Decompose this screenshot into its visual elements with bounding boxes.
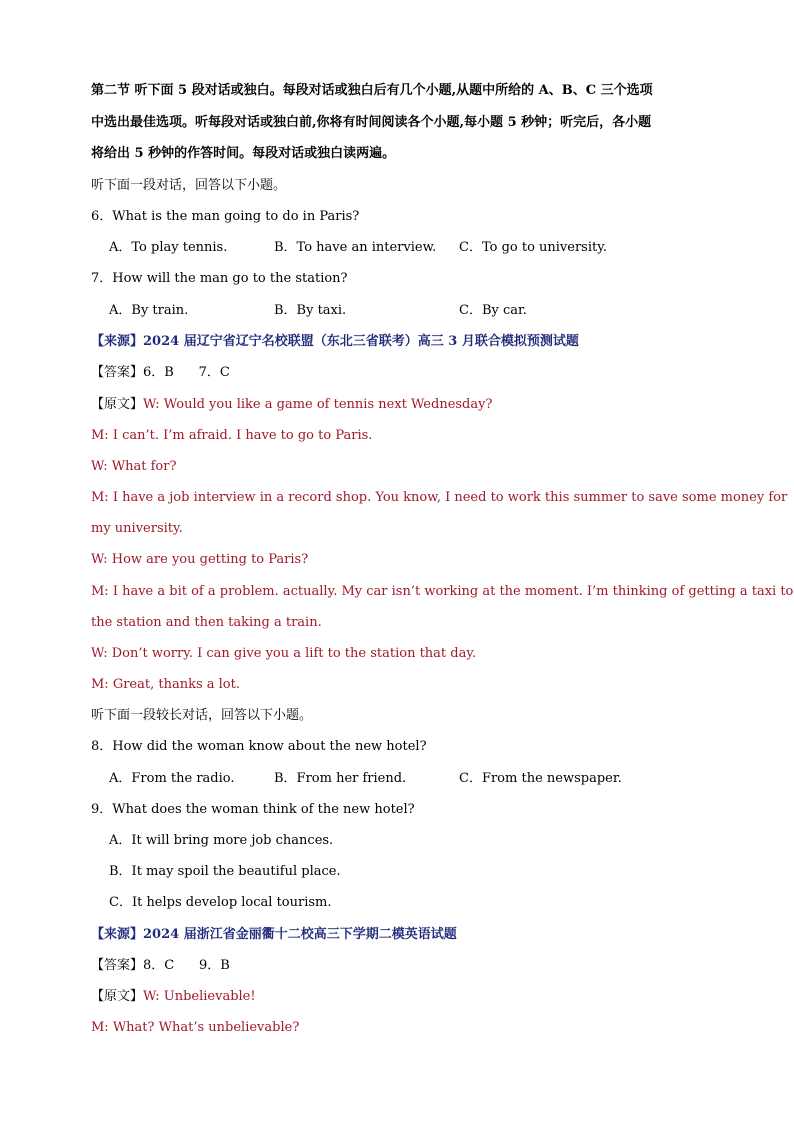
transcript-first-line — [91, 988, 703, 1006]
option-c: C．From the newspaper. — [459, 771, 622, 786]
source-line — [91, 333, 703, 351]
transcript-line: M: I can’t. I’m afraid. I have to go to Paris. — [91, 428, 373, 443]
transcript-line: M: Great, thanks a lot. — [91, 677, 240, 692]
dialogue-intro: 听下面一段较长对话，回答以下小题。 — [91, 708, 313, 723]
question-8-stem: 8．How did the woman know about the new hotel? — [91, 739, 427, 754]
option-a: A．It will bring more job chances. — [109, 833, 334, 848]
answer-line — [91, 364, 703, 382]
section-instruction-line-2: 中选出最佳选项。听每段对话或独白前,你将有时间阅读各个小题,每小题 5 秒钟；听完后，各小题 — [91, 115, 652, 130]
option-a: A．To play tennis. — [109, 240, 228, 255]
transcript-line: M: I have a bit of a problem. actually. My car isn’t working at the moment. I’m thinking of getting a taxi to — [91, 584, 794, 599]
question-9-stem: 9．What does the woman think of the new hotel? — [91, 802, 415, 817]
option-a: A．By train. — [109, 303, 189, 318]
section-instruction-line-3: 将给出 5 秒钟的作答时间。每段对话或独白读两遍。 — [91, 146, 396, 161]
source-text: 2024 届浙江省金丽衢十二校高三下学期二模英语试题 — [143, 927, 457, 942]
transcript-line: M: What? What’s unbelievable? — [91, 1020, 300, 1035]
source-line — [91, 926, 703, 944]
transcript-line: M: I have a job interview in a record shop. You know, I need to work this summer to save some money for — [91, 490, 788, 505]
option-b: B．To have an interview. — [274, 240, 437, 255]
answer-text: 6．B 7．C — [143, 365, 230, 380]
dialogue-intro: 听下面一段对话，回答以下小题。 — [91, 178, 287, 193]
source-text: 2024 届辽宁省辽宁名校联盟（东北三省联考）高三 3 月联合模拟预测试题 — [143, 334, 579, 349]
section-instruction-line-1: 第二节 听下面 5 段对话或独白。每段对话或独白后有几个小题,从题中所给的 A、B、C 三个选项 — [91, 83, 653, 98]
transcript-line: W: Don’t worry. I can give you a lift to the station that day. — [91, 646, 477, 661]
question-6-stem: 6．What is the man going to do in Paris? — [91, 209, 360, 224]
option-c: C．By car. — [459, 303, 527, 318]
transcript-line: my university. — [91, 521, 183, 536]
option-c: C．It helps develop local tourism. — [109, 895, 332, 910]
transcript-first-line — [91, 396, 703, 414]
source-label: 【来源】 — [91, 927, 144, 942]
option-b: B．It may spoil the beautiful place. — [109, 864, 341, 879]
transcript-label: 【原文】 — [91, 989, 144, 1004]
transcript-line: W: How are you getting to Paris? — [91, 552, 309, 567]
option-a: A．From the radio. — [109, 771, 235, 786]
option-b: B．From her friend. — [274, 771, 407, 786]
option-c: C．To go to university. — [459, 240, 607, 255]
transcript-line: W: Unbelievable! — [143, 989, 256, 1004]
transcript-line: W: What for? — [91, 459, 177, 474]
transcript-line: the station and then taking a train. — [91, 615, 322, 630]
answer-label: 【答案】 — [91, 958, 144, 973]
transcript-label: 【原文】 — [91, 397, 144, 412]
answer-label: 【答案】 — [91, 365, 144, 380]
option-b: B．By taxi. — [274, 303, 347, 318]
answer-text: 8．C 9．B — [143, 958, 230, 973]
question-7-stem: 7．How will the man go to the station? — [91, 271, 348, 286]
source-label: 【来源】 — [91, 334, 144, 349]
answer-line — [91, 957, 703, 975]
transcript-line: W: Would you like a game of tennis next Wednesday? — [143, 397, 493, 412]
